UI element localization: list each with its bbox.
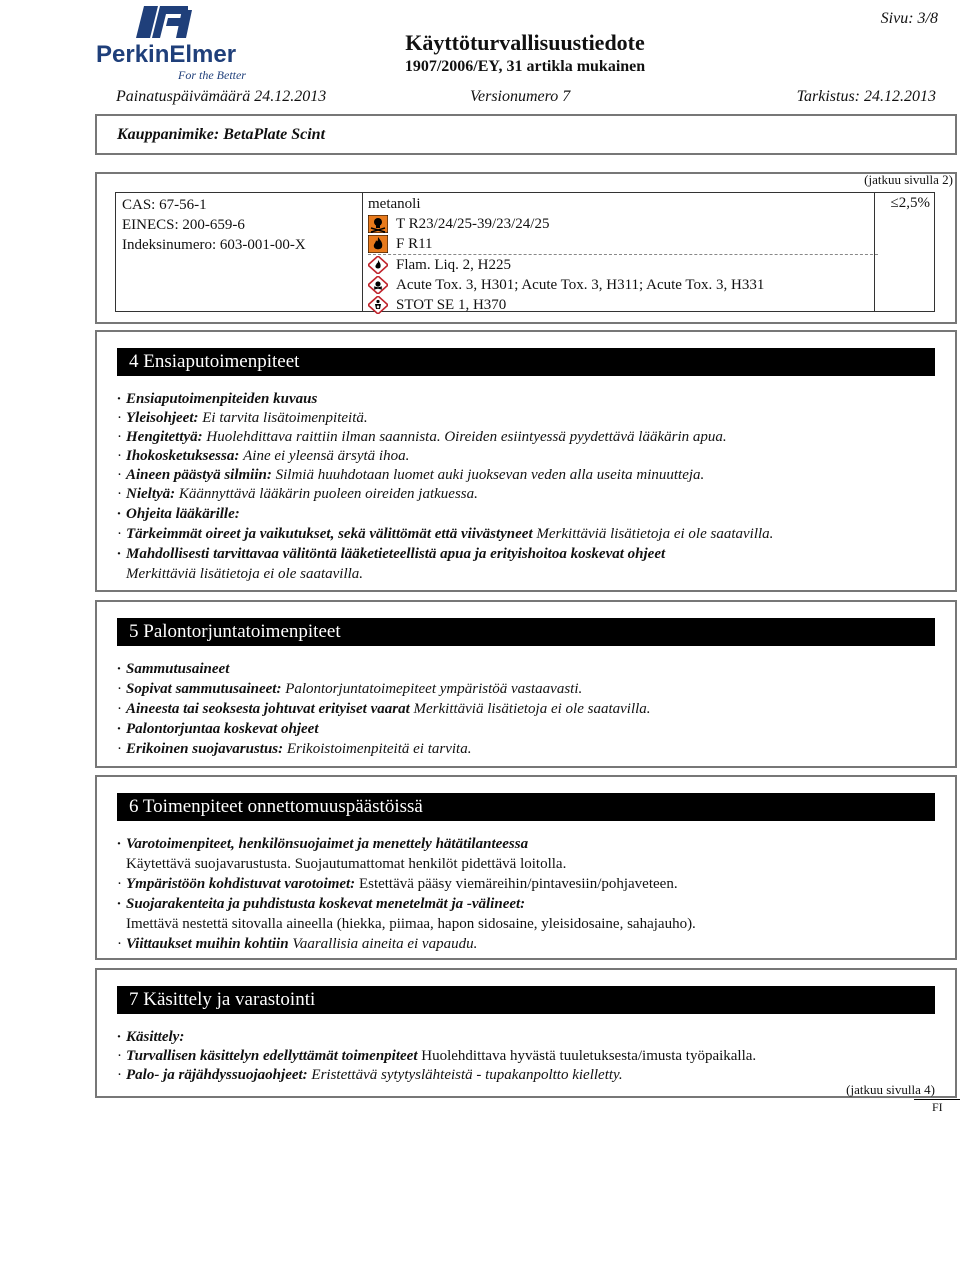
s6-line-3-text: Estettävä pääsy viemäreihin/pintavesiin/pohjaveteen. [358,876,678,892]
s4-line-8: · Tärkeimmät oireet ja vaikutukset, sekä välittömät että viivästyneet Merkittäviä lisätietoja ei ole saatavilla. [117,526,774,542]
document-title: Käyttöturvallisuustiedote [405,30,645,55]
classification-new-line-3 [368,295,878,315]
s4-line-5-text: Silmiä huuhdotaan luomet auki juoksevan veden alla useita minuutteja. [275,467,705,483]
s4-line-8-label: Tärkeimmät oireet ja vaikutukset, sekä välittömät että viivästyneet [126,526,533,542]
section-4-box [95,330,957,592]
s5-line-3-text: Merkittäviä lisätietoja ei ole saatavilla. [413,701,651,717]
s7-line-1: · Käsittely: [117,1029,185,1045]
substance-name: metanoli [368,196,421,212]
s4-line-3: · Hengitettyä: Huolehdittava raittiin ilman saannista. Oireiden esiintyessä pyydettävä lääkärin apua. [117,429,727,445]
s7-line-2: · Turvallisen käsittelyn edellyttämät toimenpiteet Huolehdittava hyvästä tuuletuksesta/imusta työpaikalla. [117,1048,757,1064]
s5-line-2-label: Sopivat sammutusaineet: [126,681,282,697]
concentration-cell [874,193,934,311]
continued-from-note: (jatkuu sivulla 2) [864,172,953,187]
s5-line-4-text: Palontorjuntaa koskevat ohjeet [126,721,319,737]
einecs-number: EINECS: 200-659-6 [122,217,245,233]
section-6-box [95,775,957,960]
s4-line-2: · Yleisohjeet: Ei tarvita lisätoimenpiteitä. [117,410,368,426]
classification-old-line-2 [368,234,878,255]
product-name: Kauppanimike: BetaPlate Scint [117,126,326,143]
concentration-value: ≤2,5% [890,195,930,211]
s4-line-2-text: Ei tarvita lisätoimenpiteitä. [202,410,368,426]
index-number: Indeksinumero: 603-001-00-X [122,237,306,253]
s7-line-2-label: Turvallisen käsittelyn edellyttämät toimenpiteet [126,1048,418,1064]
s4-line-1: · Ensiaputoimenpiteiden kuvaus [117,391,318,407]
s4-line-3-text: Huolehdittava raittiin ilman saannista. Oireiden esiintyessä pyydettävä lääkärin apua. [206,429,727,445]
substance-line [368,194,878,214]
section-4-title: 4 Ensiaputoimenpiteet [129,351,300,372]
composition-box [95,172,957,324]
s6-line-3: · Ympäristöön kohdistuvat varotoimet: Estettävä pääsy viemäreihin/pintavesiin/pohjaveteen. [117,876,678,892]
s5-line-3: · Aineesta tai seoksesta johtuvat erityiset vaarat Merkittäviä lisätietoja ei ole saatavilla. [117,701,651,717]
s6-line-2-text: Käytettävä suojavarustusta. Suojautumattomat henkilöt pidettävä loitolla. [126,856,567,872]
section-6-title: 6 Toimenpiteet onnettomuuspäästöissä [129,796,423,817]
identifiers-cell [116,193,363,311]
section-5-header [117,618,935,646]
s5-line-1-text: Sammutusaineet [126,661,230,677]
perkinelmer-logo [96,4,266,84]
s4-line-3-label: Hengitettyä: [126,429,203,445]
s6-line-6-label: Viittaukset muihin kohtiin [126,936,289,952]
continued-note: (jatkuu sivulla 4) [846,1082,935,1097]
s5-line-3-label: Aineesta tai seoksesta johtuvat erityiset vaarat [126,701,410,717]
language-code: FI [932,1100,943,1114]
section-5-title: 5 Palontorjuntatoimenpiteet [129,621,341,642]
product-box [95,114,957,155]
s6-line-2 [117,855,566,873]
classification-new-line-1 [368,255,878,275]
s6-line-1-text: Varotoimenpiteet, henkilönsuojaimet ja menettely hätätilanteessa [126,836,529,852]
health-hazard-icon [368,296,388,320]
s4-line-2-label: Yleisohjeet: [126,410,199,426]
cas-number: CAS: 67-56-1 [122,197,207,213]
s5-line-5-text: Erikoistoimenpiteitä ei tarvita. [286,741,472,757]
s4-line-7-text: Ohjeita lääkärille: [126,506,240,522]
s5-line-4: · Palontorjuntaa koskevat ohjeet [117,721,319,737]
brand-name: PerkinElmer [96,41,237,68]
s4-line-10-text: Merkittäviä lisätietoja ei ole saatavilla. [126,566,364,582]
s7-line-3-label: Palo- ja räjähdyssuojaohjeet: [126,1067,308,1083]
brand-tagline: For the Better [178,68,246,82]
s4-line-6-label: Nieltyä: [126,486,176,502]
classification-new-line-2 [368,275,878,295]
document-subtitle: 1907/2006/EY, 31 artikla mukainen [404,58,646,75]
s7-line-3: · Palo- ja räjähdyssuojaohjeet: Eristettävä sytytyslähteistä - tupakanpoltto kielletty. [117,1067,623,1083]
s6-line-4: · Suojarakenteita ja puhdistusta koskevat menetelmät ja -välineet: [117,896,526,912]
composition-table [115,192,935,312]
s4-line-10 [117,565,363,583]
section-7-box [95,968,957,1098]
s4-line-4: · Ihokosketuksessa: Aine ei yleensä ärsytä ihoa. [117,448,410,464]
s4-line-5: · Aineen päästyä silmiin: Silmiä huuhdotaan luomet auki juoksevan veden alla useita minuutteja. [117,467,705,483]
s4-line-9-text: Mahdollisesti tarvittavaa välitöntä lääketieteellistä apua ja erityishoitoa koskevat ohjeet [126,546,666,562]
section-5-box [95,600,957,768]
classification-new-1: Flam. Liq. 2, H225 [396,257,511,273]
s4-line-5-label: Aineen päästyä silmiin: [126,467,272,483]
s6-line-1: · Varotoimenpiteet, henkilönsuojaimet ja menettely hätätilanteessa [117,836,529,852]
s4-line-4-label: Ihokosketuksessa: [126,448,240,464]
s6-line-3-label: Ympäristöön kohdistuvat varotoimet: [126,876,356,892]
s5-line-1: · Sammutusaineet [117,661,230,677]
s6-line-5 [117,915,696,933]
s6-line-6: · Viittaukset muihin kohtiin Vaarallisia aineita ei vapaudu. [117,936,478,952]
section-6-header [117,793,935,821]
version-number: Versionumero 7 [470,88,571,105]
s6-line-5-text: Imettävä nestettä sitovalla aineella (hiekka, piimaa, hapon sidosaine, yleisidosaine, sahajauho). [126,916,696,932]
s5-line-5-label: Erikoinen suojavarustus: [126,741,284,757]
classification-old-2: F R11 [396,236,433,252]
s4-line-8-text: Merkittäviä lisätietoja ei ole saatavilla. [536,526,774,542]
s7-line-3-text: Eristettävä sytytyslähteistä - tupakanpoltto kielletty. [311,1067,623,1083]
s6-line-6-text: Vaarallisia aineita ei vapaudu. [292,936,478,952]
revision-date: Tarkistus: 24.12.2013 [796,88,936,105]
classification-new-3: STOT SE 1, H370 [396,297,507,313]
classification-old-line-1 [368,214,878,234]
s5-line-2-text: Palontorjuntatoimepiteet ympäristöä vastaavasti. [285,681,583,697]
s5-line-5: · Erikoinen suojavarustus: Erikoistoimenpiteitä ei tarvita. [117,741,472,757]
section-7-title: 7 Käsittely ja varastointi [129,989,316,1010]
s4-line-4-text: Aine ei yleensä ärsytä ihoa. [243,448,410,464]
s4-line-1-text: Ensiaputoimenpiteiden kuvaus [126,391,318,407]
s5-line-2: · Sopivat sammutusaineet: Palontorjuntatoimepiteet ympäristöä vastaavasti. [117,681,583,697]
s7-line-1-text: Käsittely: [126,1029,185,1045]
classification-old-1: T R23/24/25-39/23/24/25 [396,216,550,232]
page-number: Sivu: 3/8 [880,10,938,27]
classification-cell [364,193,882,313]
s4-line-6: · Nieltyä: Käännyttävä lääkärin puoleen oireiden jatkuessa. [117,486,478,502]
s7-line-2-text: Huolehdittava hyvästä tuuletuksesta/imusta työpaikalla. [421,1048,757,1064]
classification-new-2: Acute Tox. 3, H301; Acute Tox. 3, H311; Acute Tox. 3, H331 [396,277,765,293]
section-7-header [117,986,935,1014]
s6-line-4-text: Suojarakenteita ja puhdistusta koskevat menetelmät ja -välineet: [126,896,526,912]
s4-line-9: · Mahdollisesti tarvittavaa välitöntä lääketieteellistä apua ja erityishoitoa koskevat ohjeet [117,546,666,562]
print-date: Painatuspäivämäärä 24.12.2013 [116,88,327,105]
section-4-header [117,348,935,376]
s4-line-6-text: Käännyttävä lääkärin puoleen oireiden jatkuessa. [178,486,478,502]
s4-line-7: · Ohjeita lääkärille: [117,506,240,522]
